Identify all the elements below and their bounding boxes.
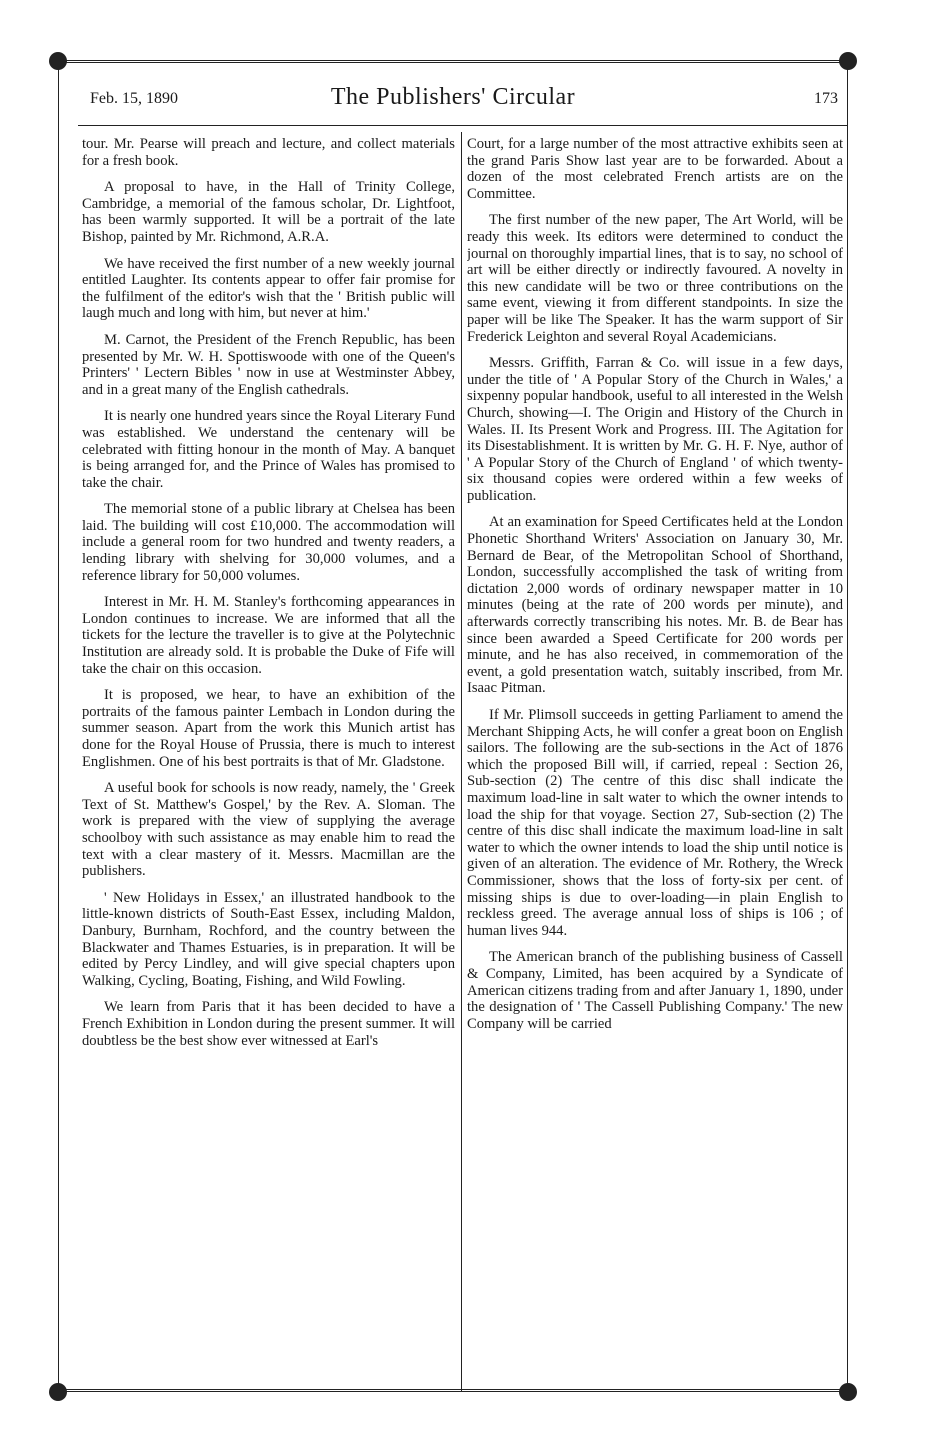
right-border-rule [847, 60, 848, 1392]
paragraph: We have received the first number of a new weekly journal entitled Laughter. Its contents appear to offer fair promise for the fulfilment of the editor's wish that the ' British public will laugh much and long with him, but never at him.' [82, 255, 455, 322]
paragraph: The memorial stone of a public library at Chelsea has been laid. The building will cost £10,000. The accommodation will include a general room for two hundred and twenty readers, a lending library with shelving for 30,000 volumes, and a reference library for 50,000 volumes. [82, 501, 455, 584]
corner-ornament-icon [49, 1383, 67, 1401]
corner-ornament-icon [839, 52, 857, 70]
corner-ornament-icon [839, 1383, 857, 1401]
paragraph: Messrs. Griffith, Farran & Co. will issue in a few days, under the title of ' A Popular Story of the Church in Wales,' a sixpenny popular handbook, useful to all interested in the Welsh Church, showing—I. The Origin and History of the Church in Wales. II. Its Present Work and Progress. III. The Agitation for its Disestablishment. It is written by Mr. G. H. F. Nye, author of ' A Popular Story of the Church of England ' of which twenty-six thousand copies were ordered within a few weeks of publication. [467, 355, 843, 504]
right-column [467, 136, 843, 1380]
paragraph: The American branch of the publishing business of Cassell & Company, Limited, has been acquired by a Syndicate of American citizens trading from and after January 1, 1890, under the designation of ' The Cassell Publishing Company.' The new Company will be carried [467, 949, 843, 1032]
paragraph: At an examination for Speed Certificates held at the London Phonetic Shorthand Writers' Association on January 30, Mr. Bernard de Bear, of the Metropolitan School of Shorthand, London, successfully accomplished the task of writing from dictation 2,000 words of ordinary newspaper matter in 10 minutes (being at the rate of 200 words per minute), and afterwards correctly transcribing his notes. Mr. B. de Bear has since been awarded a Speed Certificate for 200 words per minute, and he has also received, in commemoration of the event, a gold presentation watch, suitably inscribed, from Mr. Isaac Pitman. [467, 514, 843, 697]
paragraph: Court, for a large number of the most attractive exhibits seen at the grand Paris Show last year are to be forwarded. About a dozen of the most celebrated French artists are on the Committee. [467, 136, 843, 202]
paragraph: A proposal to have, in the Hall of Trinity College, Cambridge, a memorial of the famous scholar, Dr. Lightfoot, has been warmly supported. It will be a portrait of the late Bishop, painted by Mr. Richmond, A.R.A. [82, 179, 455, 245]
bottom-border-rule [58, 1389, 848, 1392]
paragraph: ' New Holidays in Essex,' an illustrated handbook to the little-known districts of South-East Essex, including Maldon, Danbury, Burnham, Rochford, and the country between the Blackwater and Thames Estuaries, is in preparation. It will be edited by Percy Lindley, and will give special chapters upon Walking, Cycling, Boating, Fishing, and Wild Fowling. [82, 889, 455, 989]
page-header [58, 76, 848, 116]
paragraph: M. Carnot, the President of the French Republic, has been presented by Mr. W. H. Spottiswoode with one of the Queen's Printers' ' Lectern Bibles ' now in use at Westminster Abbey, and in a great many of the English cathedrals. [82, 331, 455, 398]
publication-title: The Publishers' Circular [330, 84, 576, 110]
paragraph: A useful book for schools is now ready, namely, the ' Greek Text of St. Matthew's Gospel,' by the Rev. A. Sloman. The work is prepared with the view of supplying the average schoolboy with such assistance as may enable him to read the text with a clear mastery of it. Messrs. Macmillan are the publishers. [82, 780, 455, 880]
column-divider [461, 132, 462, 1392]
issue-date: Feb. 15, 1890 [90, 90, 178, 107]
corner-ornament-icon [49, 52, 67, 70]
paragraph: Interest in Mr. H. M. Stanley's forthcoming appearances in London continues to increase. We are informed that all the tickets for the lecture the traveller is to give at the Polytechnic Institution are already sold. It is probable the Duke of Fife will take the chair on this occasion. [82, 594, 455, 677]
paragraph: tour. Mr. Pearse will preach and lecture, and collect materials for a fresh book. [82, 136, 455, 169]
paragraph: It is proposed, we hear, to have an exhibition of the portraits of the famous painter Lembach in London during the summer season. Apart from the work this Munich artist has done for the Royal House of Prussia, there is much to interest Englishmen. One of his best portraits is that of Mr. Gladstone. [82, 687, 455, 770]
left-border-rule [58, 60, 59, 1392]
paragraph: It is nearly one hundred years since the Royal Literary Fund was established. We understand the centenary will be celebrated with fitting honour in the month of May. A banquet is being arranged for, and the Prince of Wales has promised to take the chair. [82, 408, 455, 491]
page-number: 173 [814, 90, 838, 107]
left-column [82, 136, 455, 1380]
header-rule [78, 125, 848, 126]
top-border-rule [58, 60, 848, 63]
paragraph: If Mr. Plimsoll succeeds in getting Parliament to amend the Merchant Shipping Acts, he will confer a great boon on English sailors. The following are the sub-sections in the Act of 1876 which the proposed Bill will, if carried, repeal : Section 26, Sub-section (2) The centre of this disc shall indicate the maximum load-line in salt water to which the owner intends to load the ship for that voyage. Section 27, Sub-section (2) The centre of this disc shall indicate the maximum load-line in salt water to which the owner intends to load the ship until notice is given of an alteration. The evidence of Mr. Rothery, the Wreck Commissioner, shows that the loss of forty-six per cent. of missing ships is due to over-loading—in plain English to reckless greed. The average annual loss of ships is 106 ; of human lives 944. [467, 707, 843, 939]
paragraph: We learn from Paris that it has been decided to have a French Exhibition in London during the present summer. It will doubtless be the best show ever witnessed at Earl's [82, 999, 455, 1049]
paragraph: The first number of the new paper, The Art World, will be ready this week. Its editors were determined to conduct the journal on thoroughly impartial lines, that is to say, no school of art will be either directly or indirectly favoured. A novelty in this new candidate will be two or three contributions on the same event, viewing it from different standpoints. In size the paper will be like The Speaker. It has the warm support of Sir Frederick Leighton and several Royal Academicians. [467, 212, 843, 345]
newspaper-page [58, 52, 848, 1392]
